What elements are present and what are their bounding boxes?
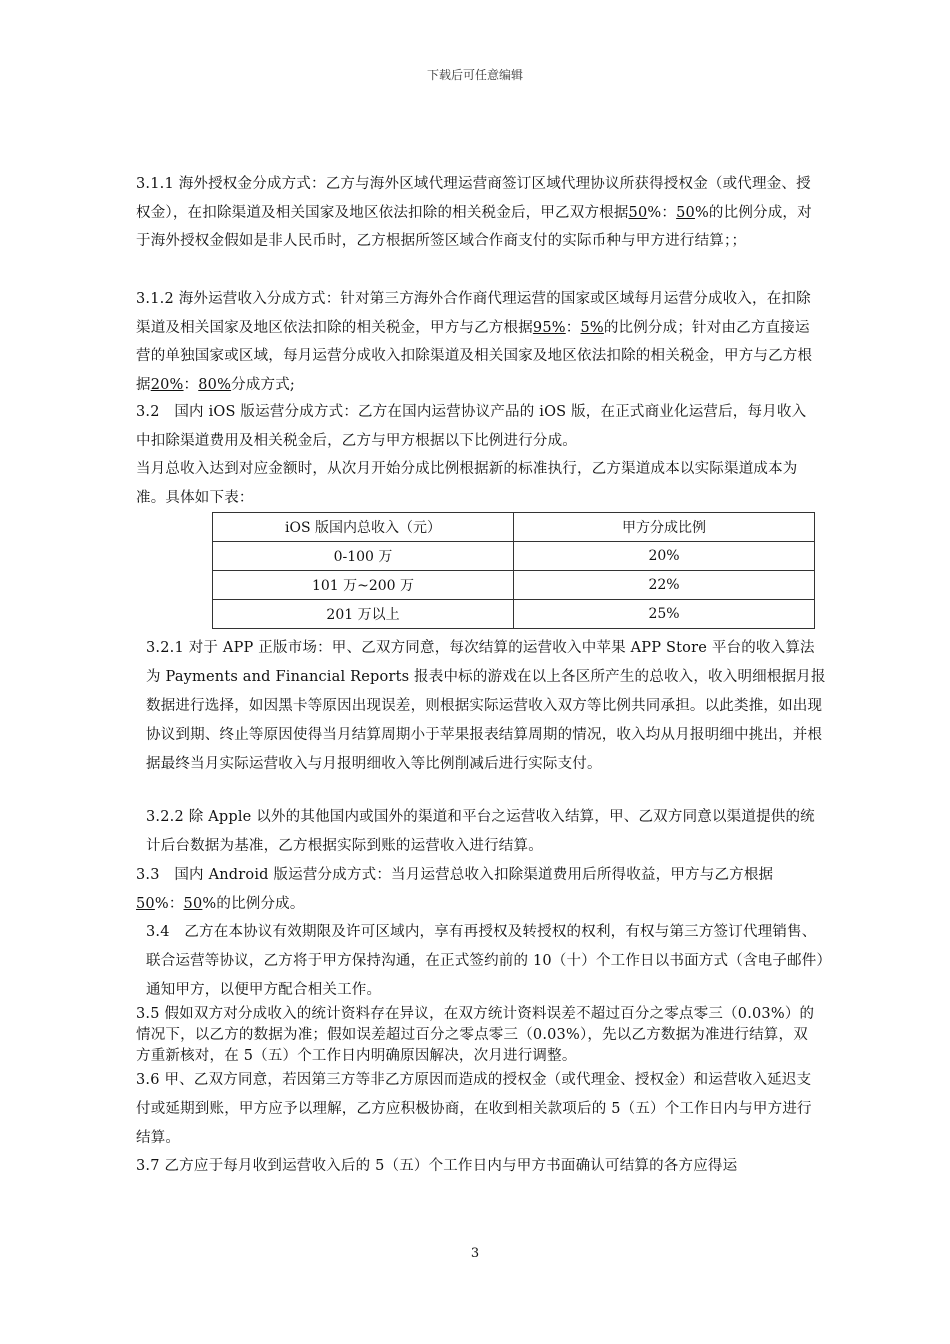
clause-3-4 xyxy=(136,918,826,1005)
clause-text: %的比例分成。 xyxy=(202,896,305,912)
underlined-value: 80% xyxy=(198,376,232,393)
clause-text: 3.7 乙方应于每月收到运营收入后的 5（五）个工作日内与甲方书面确认可结算的各方应得运 xyxy=(136,1158,738,1174)
table-row xyxy=(213,571,815,600)
clause-text: 3.1.1 海外授权金分成方式：乙方与海外区域代理运营商签订区域代理协议所获得授权金（或代理金、授权金），在扣除渠道及相关国家及地区依法扣除的相关税金后，甲乙双方根据 xyxy=(136,176,811,221)
clause-3-6 xyxy=(136,1066,816,1153)
clause-text: ： xyxy=(183,376,199,393)
underlined-value: 5% xyxy=(580,319,604,336)
table-cell: 0-100 万 xyxy=(213,542,514,571)
clause-text: 3.4 乙方在本协议有效期限及许可区域内，享有再授权及转授权的权利，有权与第三方签订代理销售、联合运营等协议，乙方将于甲方保持沟通，在正式签约前的 10（十）个工作日以书面方式（含电子邮件）通知甲方，以便甲方配合相关工作。 xyxy=(146,924,824,998)
clause-text: %的比例分成，对于海外授权金假如是非人民币时，乙方根据所签区域合作商支付的实际币种与甲方进行结算；； xyxy=(136,204,812,250)
clause-3-2 xyxy=(136,398,816,512)
clause-3-3 xyxy=(136,861,816,919)
table-cell: 101 万~200 万 xyxy=(213,571,514,600)
revenue-share-table xyxy=(212,512,815,629)
underlined-value: 95% xyxy=(532,319,566,336)
clause-text: 3.2.2 除 Apple 以外的其他国内或国外的渠道和平台之运营收入结算，甲、乙双方同意以渠道提供的统计后台数据为基准，乙方根据实际到账的运营收入进行结算。 xyxy=(146,809,815,854)
table-row xyxy=(213,542,815,571)
underlined-value: 50 xyxy=(676,204,695,221)
clause-text: 3.6 甲、乙双方同意，若因第三方等非乙方原因而造成的授权金（或代理金、授权金）和运营收入延迟支付或延期到账，甲方应予以理解，乙方应积极协商，在收到相关款项后的 5（五）个工作日内与甲方进行结算。 xyxy=(136,1072,812,1146)
clause-3-1-2 xyxy=(136,285,816,399)
clause-text: 分成方式; xyxy=(231,376,295,393)
underlined-value: 20% xyxy=(150,376,184,393)
clause-text: %： xyxy=(154,896,184,912)
underlined-value: 50 xyxy=(183,896,203,912)
clause-text: 3.2.1 对于 APP 正版市场：甲、乙双方同意，每次结算的运营收入中苹果 APP Store 平台的收入算法为 Payments and Financial Reports 报表中标的游戏在以上各区所产生的总收入，收入明细根据月报数据进行选择，如因黑卡等原因出现误差，则根据实际运营收入双方等比例共同承担。以此类推，如出现协议到期、终止等原因使得当月结算周期小于苹果报表结算周期的情况，收入均从月报明细中挑出，并根据最终当月实际运营收入与月报明细收入等比例削减后进行实际支付。 xyxy=(146,640,826,772)
table-header-row xyxy=(213,513,815,542)
table-row xyxy=(213,600,815,629)
column-header: iOS 版国内总收入（元） xyxy=(213,513,514,542)
clause-text: 3.5 假如双方对分成收入的统计资料存在异议，在双方统计资料误差不超过百分之零点零三（0.03%）的情况下，以乙方的数据为准；假如误差超过百分之零点零三（0.03%），先以乙方数据为准进行结算，双方重新核对，在 5（五）个工作日内明确原因解决，次月进行调整。 xyxy=(136,1006,815,1064)
clause-text: 的比例分成；针对由乙方直接运营的单独国家或区域，每月运营分成收入扣除渠道及相关国家及地区依法扣除的相关税金，甲方与乙方根据 xyxy=(136,319,813,393)
clause-text: 3.2 国内 iOS 版运营分成方式：乙方在国内运营协议产品的 iOS 版，在正式商业化运营后，每月收入中扣除渠道费用及相关税金后，乙方与甲方根据以下比例进行分成。 xyxy=(136,404,807,449)
clause-3-2-2 xyxy=(136,803,826,861)
underlined-value: 50 xyxy=(628,204,648,221)
clause-3-2-1 xyxy=(136,634,826,779)
clause-text: 3.1.2 海外运营收入分成方式：针对第三方海外合作商代理运营的国家或区域每月运营分成收入，在扣除渠道及相关国家及地区依法扣除的相关税金，甲方与乙方根据 xyxy=(136,291,811,336)
page-number: 3 xyxy=(470,1246,480,1261)
column-header: 甲方分成比例 xyxy=(514,513,815,542)
table-cell: 20% xyxy=(514,542,815,571)
clause-3-7 xyxy=(136,1152,816,1181)
clause-text: %： xyxy=(647,204,677,221)
underlined-value: 50 xyxy=(136,896,155,912)
page-header: 下载后可任意编辑 xyxy=(426,68,523,82)
table-cell: 201 万以上 xyxy=(213,600,514,629)
clause-text: ： xyxy=(565,319,581,336)
table-cell: 25% xyxy=(514,600,815,629)
clause-3-5 xyxy=(136,1004,816,1067)
table-cell: 22% xyxy=(514,571,815,600)
clause-text: 3.3 国内 Android 版运营分成方式：当月运营总收入扣除渠道费用后所得收益，甲方与乙方根据 xyxy=(136,867,774,883)
clause-3-1-1 xyxy=(136,170,816,256)
clause-text: 当月总收入达到对应金额时，从次月开始分成比例根据新的标准执行，乙方渠道成本以实际渠道成本为准。具体如下表： xyxy=(136,461,798,506)
